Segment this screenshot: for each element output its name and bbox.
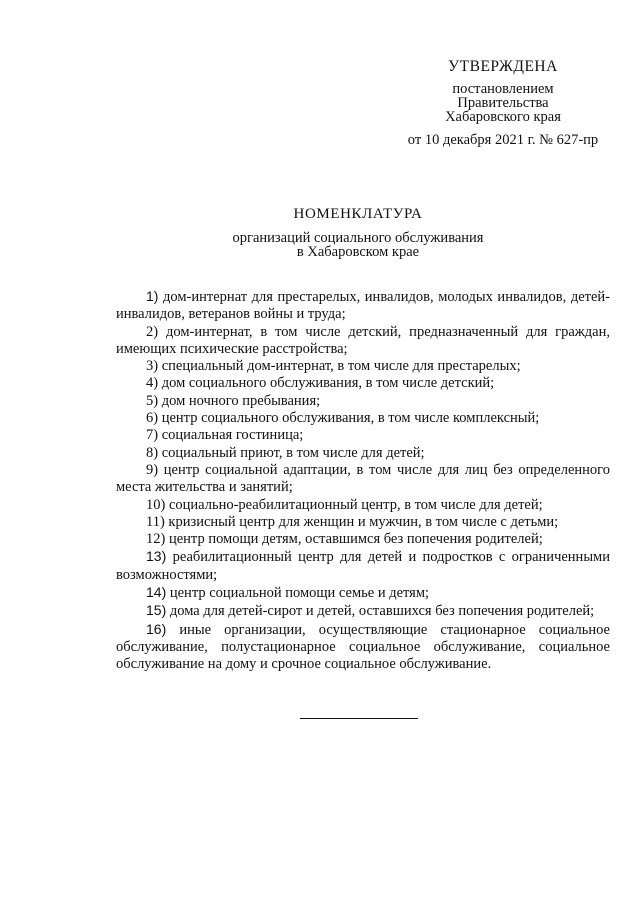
item-text: дома для детей-сирот и детей, оставшихся без попечения родителей; (169, 603, 595, 620)
item-number: 2) (146, 323, 159, 340)
item-number: 3) (146, 358, 159, 375)
list-item (116, 584, 610, 602)
item-text: реабилитационный центр для детей и подростков с ограниченными возможностями; (116, 549, 610, 583)
closing-divider (300, 718, 418, 719)
list-item (116, 288, 610, 324)
approval-stamp (396, 58, 610, 148)
document-subtitle-line-1: организаций социального обслуживания (232, 230, 484, 246)
list-item (116, 410, 610, 427)
list-item (116, 393, 610, 410)
item-number: 13) (146, 548, 167, 565)
item-number: 11) (146, 513, 165, 530)
list-item (116, 358, 610, 375)
item-text: специальный дом-интернат, в том числе для престарелых; (161, 358, 521, 375)
item-text: дом-интернат, в том числе детский, предназначенный для граждан, имеющих психические расстройства; (116, 323, 610, 357)
item-text: центр помощи детям, оставшимся без попечения родителей; (168, 531, 543, 548)
list-item (116, 514, 610, 531)
approval-title: УТВЕРЖДЕНА (448, 58, 558, 75)
approval-line-1: постановлением (452, 81, 554, 97)
list-item (116, 375, 610, 392)
item-text: социально-реабилитационный центр, в том числе для детей; (168, 496, 543, 513)
item-number: 12) (146, 531, 166, 548)
item-text: социальный приют, в том числе для детей; (161, 444, 425, 461)
item-number: 6) (146, 410, 159, 427)
item-number: 10) (146, 496, 166, 513)
item-number: 9) (146, 461, 159, 478)
item-number: 8) (146, 444, 159, 461)
item-number: 14) (146, 584, 167, 601)
approval-line-2: Правительства (457, 95, 549, 111)
list-item (116, 531, 610, 548)
list-item (116, 324, 610, 359)
item-text: центр социальной помощи семье и детям; (169, 585, 430, 602)
item-number: 1) (146, 288, 159, 304)
list-item (116, 602, 610, 620)
item-text: центр социальной адаптации, в том числе для лиц без определенного места жительства и занятий; (116, 461, 610, 496)
item-number: 16) (146, 620, 167, 637)
document-subtitle-line-2: в Хабаровском крае (296, 244, 420, 260)
list-item (116, 445, 610, 462)
item-text: дом социального обслуживания, в том числе детский; (161, 375, 495, 392)
approval-dateline: от 10 декабря 2021 г. № 627-пр (407, 132, 599, 148)
list-item (116, 497, 610, 514)
item-text: социальная гостиница; (161, 427, 304, 444)
document-heading (0, 205, 640, 259)
list-item (116, 462, 610, 497)
item-number: 5) (146, 392, 159, 409)
item-number: 15) (146, 602, 167, 619)
item-number: 7) (146, 427, 159, 444)
item-text: центр социального обслуживания, в том числе комплексный; (161, 410, 540, 427)
item-number: 4) (146, 375, 159, 392)
list-item (116, 427, 610, 444)
organization-list (116, 288, 610, 674)
item-text: иные организации, осуществляющие стационарное социальное обслуживание, полустационарное социальное обслуживание, социальное обслуживание на дому и срочное социальное обслуживание. (116, 621, 610, 673)
list-item (116, 621, 610, 674)
approval-line-3: Хабаровского края (445, 109, 561, 125)
item-text: дом-интернат для престарелых, инвалидов, молодых инвалидов, детей-инвалидов, ветеранов войны и труда; (116, 289, 610, 323)
item-text: дом ночного пребывания; (161, 392, 321, 409)
list-item (116, 548, 610, 584)
item-text: кризисный центр для женщин и мужчин, в том числе с детьми; (168, 513, 559, 530)
document-title: НОМЕНКЛАТУРА (293, 206, 423, 222)
